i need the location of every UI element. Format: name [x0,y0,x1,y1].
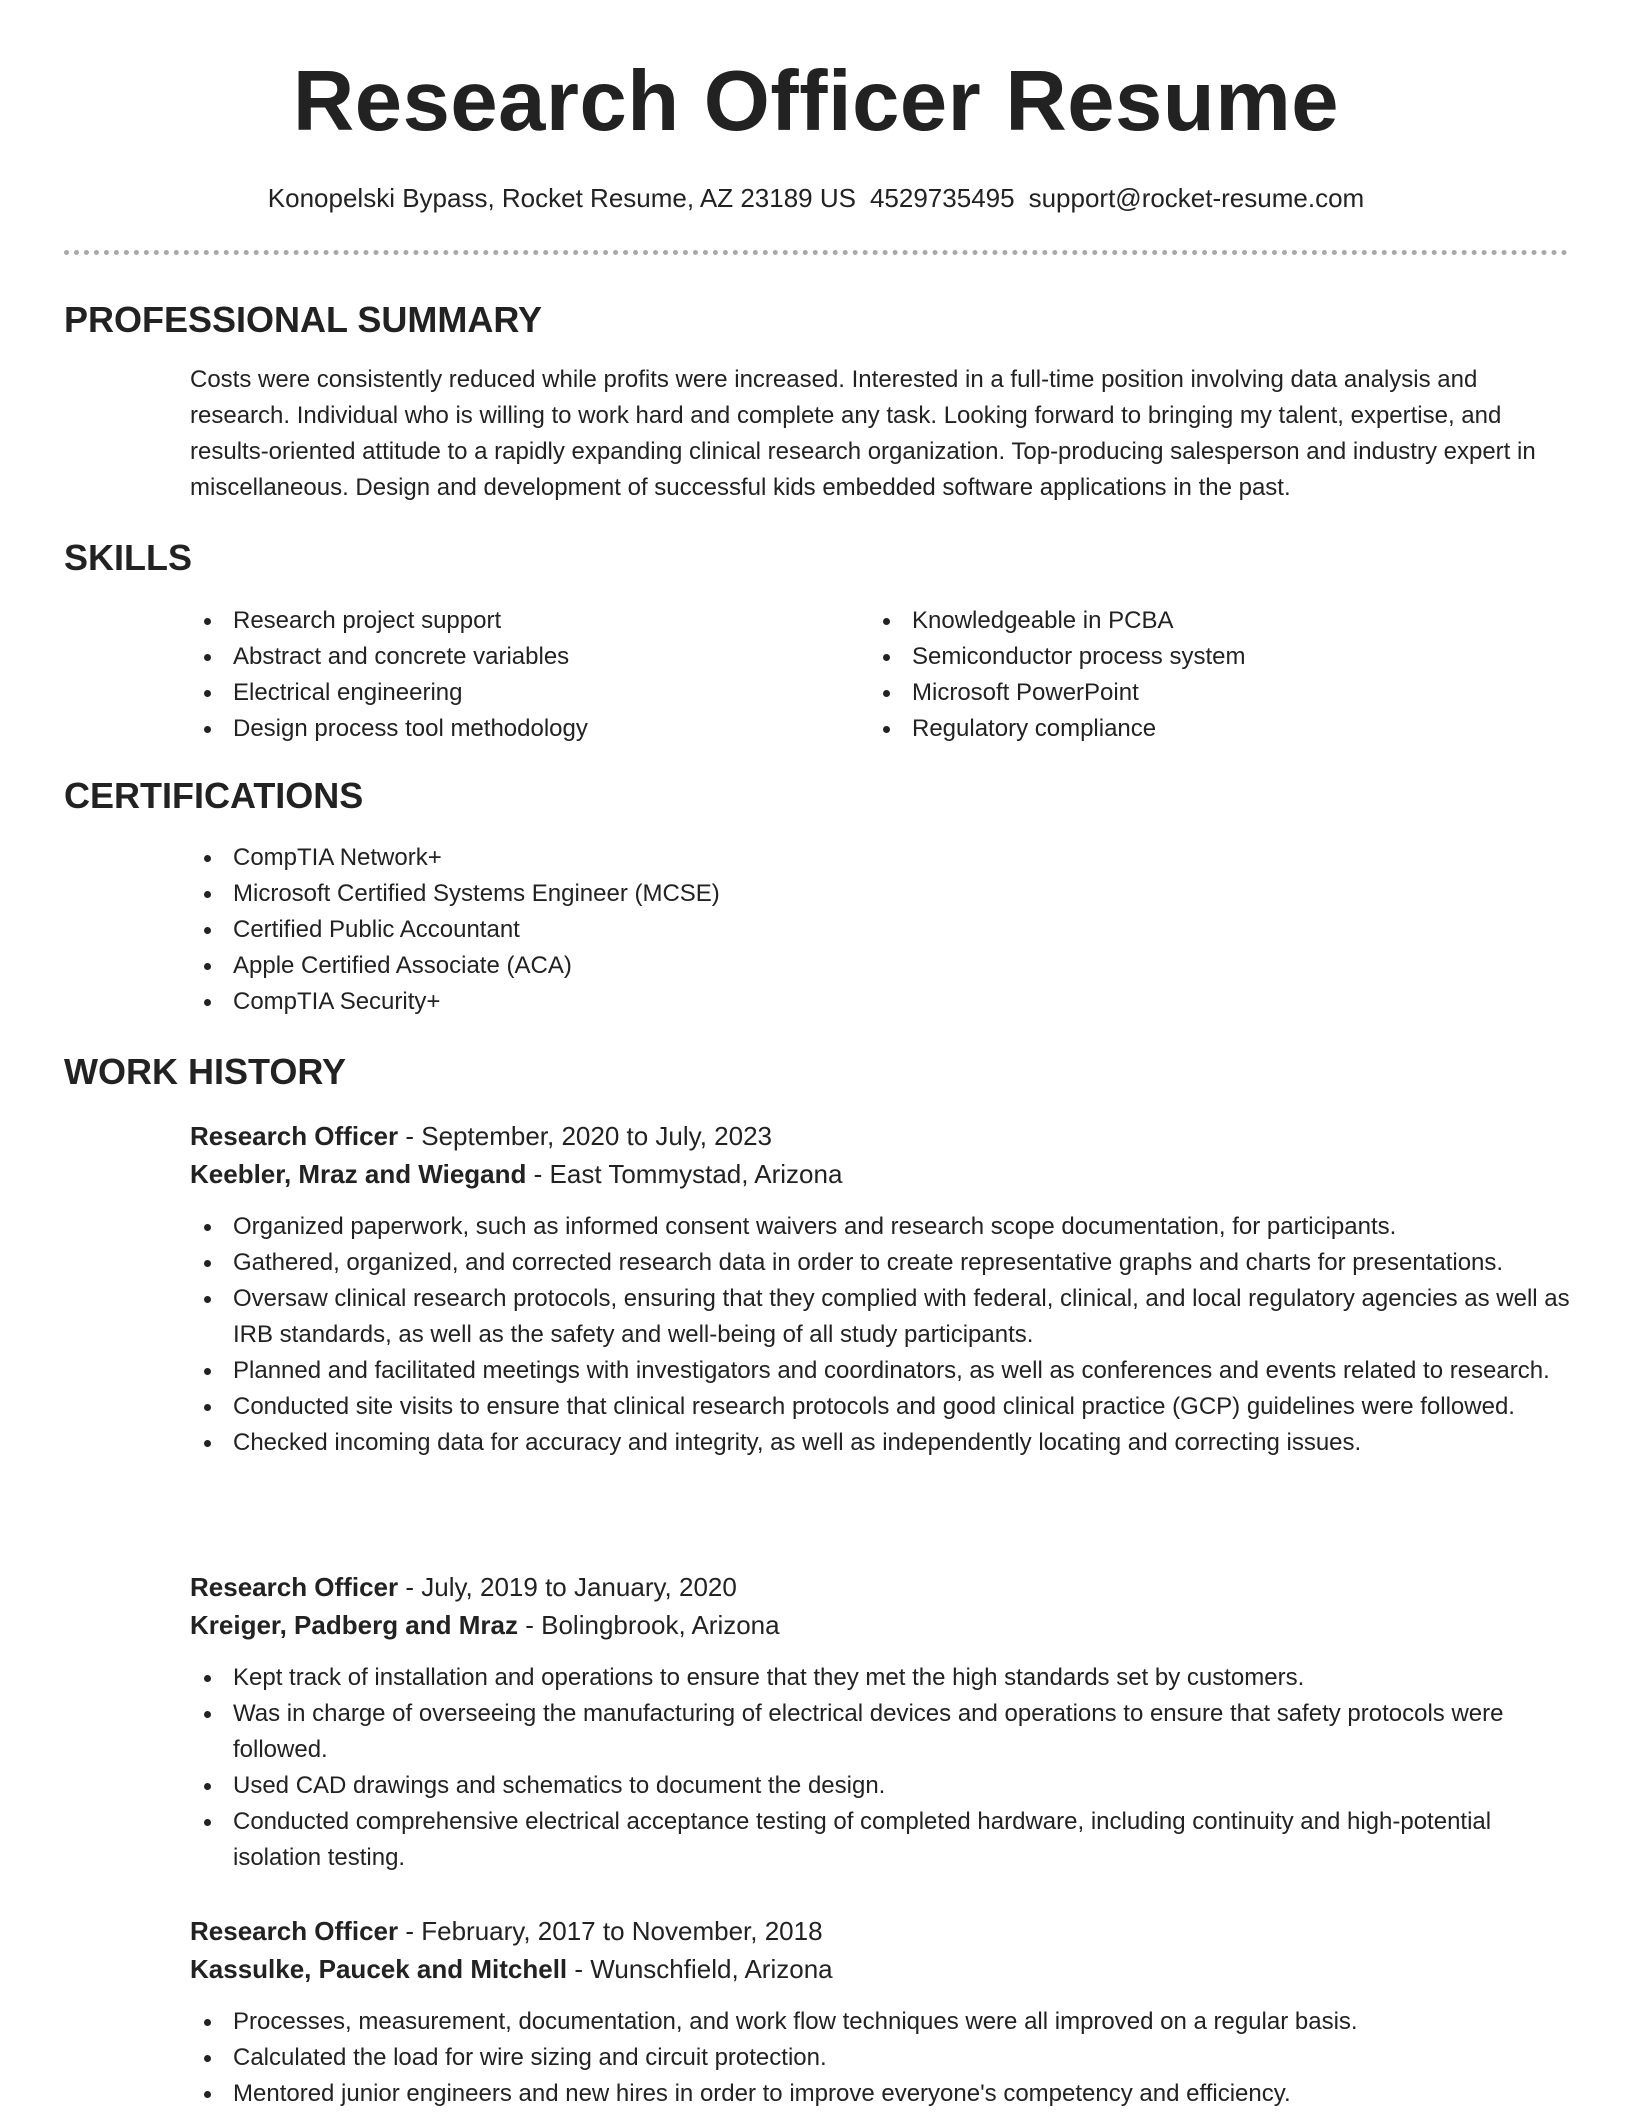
job-separator: - [405,1572,415,1602]
job-duties-list [190,2004,1570,2112]
job-title: Research Officer [190,1916,399,1946]
job-duties-list [190,1660,1570,1876]
skill-item: Research project support [190,603,790,639]
job-company: Kassulke, Paucek and Mitchell [190,1954,568,1984]
job-company-line [190,1155,1570,1193]
job-separator: - [405,1916,415,1946]
contact-phone: 4529735495 [869,183,1015,213]
job-dates: September, 2020 to July, 2023 [421,1121,773,1151]
contact-address: Konopelski Bypass, Rocket Resume, AZ 23189 US [267,183,856,213]
skills-left-list [190,603,790,747]
resume-title: Research Officer Resume [292,54,1340,149]
job-title-line [190,1568,1570,1606]
job-separator: - [405,1121,415,1151]
certification-item: Apple Certified Associate (ACA) [190,948,1570,984]
job-location: East Tommystad, Arizona [549,1159,843,1189]
job-entry [190,1568,1570,1876]
summary-section [190,362,1570,506]
certification-item: Certified Public Accountant [190,912,1570,948]
job-company: Keebler, Mraz and Wiegand [190,1159,527,1189]
summary-text: Costs were consistently reduced while profits were increased. Interested in a full-time position involving data analysis and research. Individual who is willing to work hard and complete any task. Looking forward to bringing my talent, expertise, and results-oriented attitude to a rapidly expanding clinical research organization. Top-producing salesperson and industry expert in miscellaneous. Design and development of successful kids embedded software applications in the past. [190,366,1536,501]
job-entry [190,1912,1570,2112]
job-location: Wunschfield, Arizona [590,1954,833,1984]
certifications-list [190,840,1570,1020]
job-dates: July, 2019 to January, 2020 [421,1572,737,1602]
job-duty: Calculated the load for wire sizing and circuit protection. [190,2040,1570,2076]
job-duty: Checked incoming data for accuracy and integrity, as well as independently locating and correcting issues. [190,1425,1570,1461]
certification-item: CompTIA Security+ [190,984,1570,1020]
skills-left-column [190,603,790,747]
job-separator: - [533,1159,543,1189]
job-company-line [190,1950,1570,1988]
job-title-line [190,1912,1570,1950]
contact-line [0,180,1632,216]
certification-item: Microsoft Certified Systems Engineer (MCSE) [190,876,1570,912]
job-company-line [190,1606,1570,1644]
header-divider [64,250,1568,255]
certifications-heading: CERTIFICATIONS [64,775,364,816]
job-location: Bolingbrook, Arizona [541,1610,780,1640]
skill-item: Microsoft PowerPoint [869,675,1469,711]
job-dates: February, 2017 to November, 2018 [421,1916,823,1946]
skill-item: Abstract and concrete variables [190,639,790,675]
job-entry [190,1117,1570,1461]
certifications-section [190,840,1570,1020]
job-separator: - [574,1954,584,1984]
skill-item: Semiconductor process system [869,639,1469,675]
job-duty: Conducted comprehensive electrical acceptance testing of completed hardware, including continuity and high-potential isolation testing. [190,1804,1570,1876]
job-duty: Was in charge of overseeing the manufacturing of electrical devices and operations to ensure that safety protocols were followed. [190,1696,1570,1768]
contact-email[interactable]: support@rocket-resume.com [1028,183,1365,213]
job-separator: - [525,1610,534,1640]
skill-item: Electrical engineering [190,675,790,711]
job-title: Research Officer [190,1572,399,1602]
job-duty: Used CAD drawings and schematics to document the design. [190,1768,1570,1804]
job-duty: Kept track of installation and operations to ensure that they met the high standards set by customers. [190,1660,1570,1696]
job-duty: Conducted site visits to ensure that clinical research protocols and good clinical practice (GCP) guidelines were followed. [190,1389,1570,1425]
skill-item: Knowledgeable in PCBA [869,603,1469,639]
work-history-heading: WORK HISTORY [64,1051,347,1092]
job-title: Research Officer [190,1121,399,1151]
job-duty: Mentored junior engineers and new hires in order to improve everyone's competency and efficiency. [190,2076,1570,2112]
job-duty: Gathered, organized, and corrected research data in order to create representative graphs and charts for presentations. [190,1245,1570,1281]
job-duties-list [190,1209,1570,1461]
skills-heading: SKILLS [64,537,193,578]
skills-right-column [869,603,1469,747]
skill-item: Regulatory compliance [869,711,1469,747]
job-duty: Processes, measurement, documentation, and work flow techniques were all improved on a regular basis. [190,2004,1570,2040]
job-duty: Oversaw clinical research protocols, ensuring that they complied with federal, clinical, and local regulatory agencies as well as IRB standards, as well as the safety and well-being of all study participants. [190,1281,1570,1353]
summary-heading: PROFESSIONAL SUMMARY [64,299,543,340]
skill-item: Design process tool methodology [190,711,790,747]
job-company: Kreiger, Padberg and Mraz [190,1610,518,1640]
certification-item: CompTIA Network+ [190,840,1570,876]
job-title-line [190,1117,1570,1155]
skills-right-list [869,603,1469,747]
job-duty: Organized paperwork, such as informed consent waivers and research scope documentation, for participants. [190,1209,1570,1245]
job-duty: Planned and facilitated meetings with investigators and coordinators, as well as conferences and events related to research. [190,1353,1570,1389]
